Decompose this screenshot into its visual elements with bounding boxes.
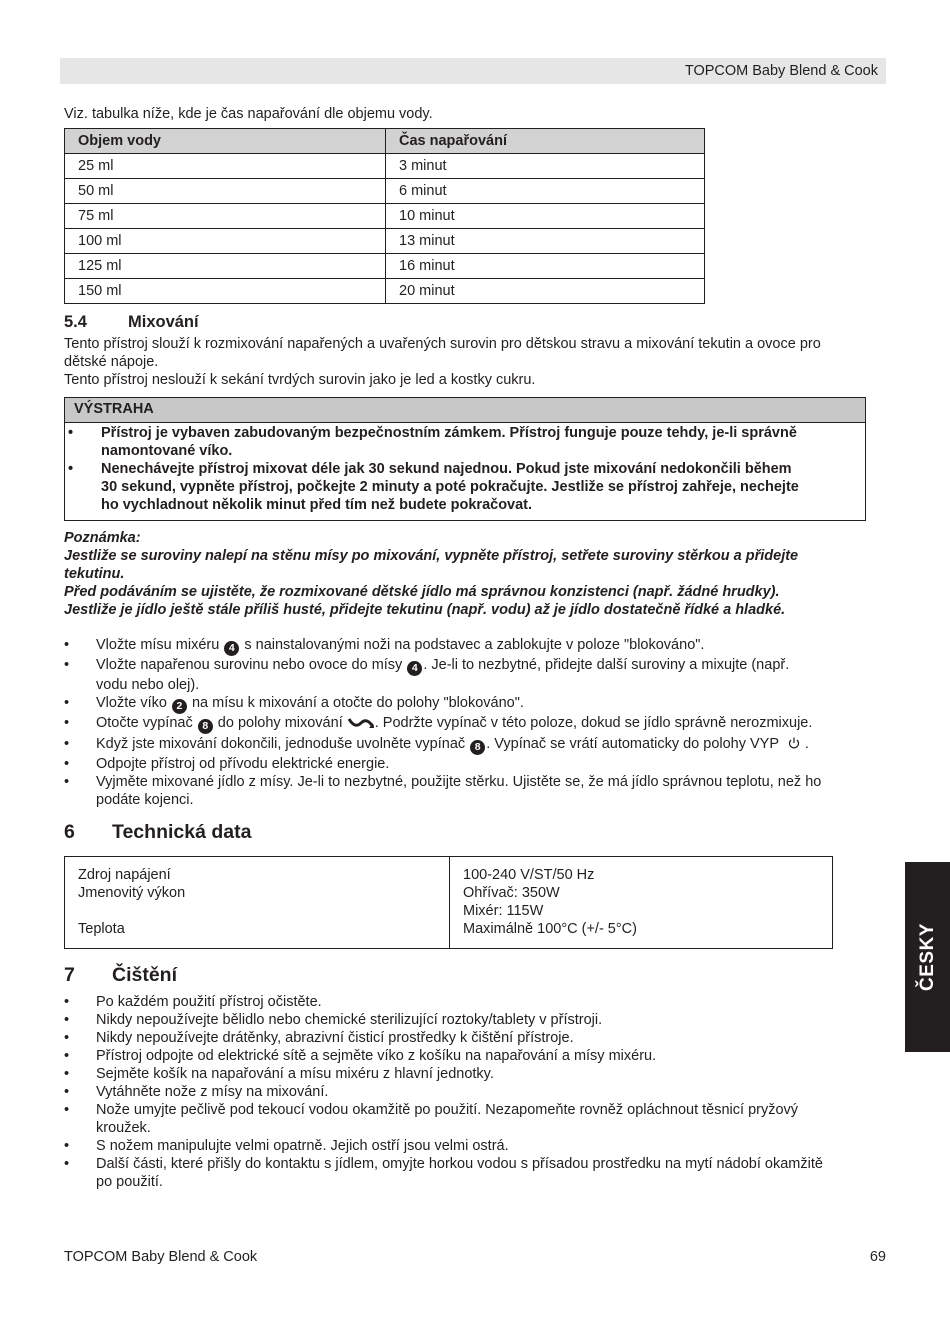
bullet: • [64, 695, 70, 711]
note-line: Před podáváním se ujistěte, že rozmixované dětské jídlo má správnou konzistenci (např. žádné hrudky). [64, 584, 780, 600]
footer-title: TOPCOM Baby Blend & Cook [64, 1249, 258, 1265]
spec-value: 100-240 V/ST/50 Hz [463, 867, 595, 883]
warning-line: ho vychladnout několik minut před tím než budete pokračovat. [101, 497, 533, 513]
step-text: . Podržte vypínač v této poloze, dokud se jídlo správně nerozmixuje. [374, 715, 813, 731]
spec-label-blank [78, 902, 449, 920]
table-cell: 75 ml [65, 204, 386, 229]
note-line: Jestliže se suroviny nalepí na stěnu mísy po mixování, vypněte přístroj, setřete suroviny stěrkou a přidejte [64, 548, 799, 564]
list-item [64, 1029, 884, 1047]
table-row [65, 204, 705, 229]
warning-line: Nenechávejte přístroj mixovat déle jak 30 sekund najednou. Pokud jste mixování nedokončili během [101, 461, 792, 477]
bullet: • [64, 774, 70, 790]
step-text: vodu nebo olej). [96, 677, 200, 693]
table-cell: 20 minut [386, 279, 705, 304]
list-item [64, 714, 884, 735]
list-text: S nožem manipulujte velmi opatrně. Jejich ostří jsou velmi ostrá. [96, 1138, 509, 1154]
step-text: . Je-li to nezbytné, přidejte další suroviny a mixujte (např. [423, 657, 790, 673]
list-text: Nikdy nepoužívejte bělidlo nebo chemické sterilizující roztoky/tablety v přístroji. [96, 1012, 603, 1028]
bullet: • [64, 1084, 70, 1100]
list-item [64, 1047, 884, 1065]
paragraph-line: Tento přístroj neslouží k sekání tvrdých surovin jako je led a kostky cukru. [64, 372, 536, 388]
bullet: • [64, 1030, 70, 1046]
section-number: 6 [64, 821, 75, 843]
spec-values [450, 857, 833, 949]
step-text: Vyjměte mixované jídlo z mísy. Je-li to nezbytné, použijte stěrku. Ujistěte se, že má jídlo správnou teplotu, než ho [96, 774, 822, 790]
part-number-badge: 8 [198, 719, 213, 734]
warning-item [65, 424, 865, 460]
spec-value: Maximálně 100°C (+/- 5°C) [463, 921, 637, 937]
section-number: 5.4 [64, 313, 87, 331]
note-line: Jestliže je jídlo ještě stále příliš husté, přidejte tekutinu (např. vodu) až je jídlo dostatečně řídké a hladké. [64, 602, 786, 618]
step-text: s nainstalovanými noži na podstavec a zablokujte v poloze "blokováno". [244, 637, 705, 653]
list-text: Přístroj odpojte od elektrické sítě a sejměte víko z košíku na napařování a mísy mixéru. [96, 1048, 657, 1064]
bullet: • [64, 1012, 70, 1028]
mixing-steps-list [64, 636, 884, 809]
section-heading-5-4 [64, 313, 464, 333]
warning-line: Přístroj je vybaven zabudovaným bezpečnostním zámkem. Přístroj funguje pouze tehdy, je-li správně [101, 425, 797, 441]
table-header: Objem vody [65, 129, 386, 154]
list-item [64, 735, 884, 755]
list-item [64, 1101, 884, 1137]
bullet: • [64, 1048, 70, 1064]
steam-time-table [64, 128, 705, 304]
bullet: • [64, 1102, 70, 1118]
list-item [64, 656, 884, 694]
step-text: Když jste mixování dokončili, jednoduše uvolněte vypínač [96, 736, 466, 752]
list-text: Sejměte košík na napařování a mísu mixéru z hlavní jednotky. [96, 1066, 494, 1082]
warning-title: VÝSTRAHA [65, 398, 865, 423]
step-text: do polohy mixování [217, 715, 343, 731]
list-text: Nikdy nepoužívejte drátěnky, abrazivní čisticí prostředky k čištění přístroje. [96, 1030, 574, 1046]
bullet: • [64, 1138, 70, 1154]
bullet: • [64, 994, 70, 1010]
table-cell: 125 ml [65, 254, 386, 279]
list-text: Po každém použití přístroj očistěte. [96, 994, 322, 1010]
list-item [64, 1137, 884, 1155]
step-text: podáte kojenci. [96, 792, 194, 808]
power-off-icon [787, 736, 801, 755]
spec-labels [65, 857, 450, 949]
list-text: Další části, které přišly do kontaktu s jídlem, omyjte horkou vodou s přísadou prostředku na mytí nádobí okamžitě [96, 1156, 823, 1172]
list-text: Nože umyjte pečlivě pod tekoucí vodou okamžitě po použití. Nezapomeňte rovněž opláchnout těsnicí pryžový [96, 1102, 799, 1118]
table-row [65, 254, 705, 279]
table-cell: 150 ml [65, 279, 386, 304]
bullet: • [64, 657, 70, 673]
step-text: na mísu k mixování a otočte do polohy "blokováno". [191, 695, 524, 711]
table-cell: 100 ml [65, 229, 386, 254]
language-tab-label: ČESKY [916, 923, 938, 991]
table-cell: 13 minut [386, 229, 705, 254]
warning-line: 30 sekund, vypněte přístroj, počkejte 2 minuty a poté pokračujte. Jestliže se přístroj zahřeje, nechejte [101, 479, 799, 495]
step-text: . Vypínač se vrátí automaticky do polohy VYP [486, 736, 779, 752]
note-label: Poznámka: [64, 530, 141, 546]
language-tab [905, 862, 950, 1052]
step-text: Vložte napařenou surovinu nebo ovoce do mísy [96, 657, 403, 673]
bullet: • [64, 1156, 70, 1172]
spec-label: Zdroj napájení [78, 867, 171, 883]
section-5-4-body [64, 335, 894, 389]
table-row [65, 229, 705, 254]
page-number: 69 [869, 1249, 886, 1265]
table-cell: 3 minut [386, 154, 705, 179]
spec-value: Mixér: 115W [463, 903, 544, 919]
section-title: Čištění [112, 964, 178, 986]
spec-label: Jmenovitý výkon [78, 885, 186, 901]
list-item [64, 1065, 884, 1083]
table-cell: 6 minut [386, 179, 705, 204]
warning-line: namontované víko. [101, 443, 233, 459]
table-header: Čas napařování [386, 129, 705, 154]
part-number-badge: 4 [224, 641, 239, 656]
table-cell: 16 minut [386, 254, 705, 279]
paragraph-line: Tento přístroj slouží k rozmixování napařených a uvařených surovin pro dětskou stravu a mixování tekutin a ovoce pro [64, 336, 821, 352]
bullet: • [64, 715, 70, 731]
list-item [64, 1011, 884, 1029]
table-row [65, 179, 705, 204]
step-text: Odpojte přístroj od přívodu elektrické energie. [96, 756, 390, 772]
mix-mode-icon [347, 716, 375, 735]
spec-value: Ohřívač: 350W [463, 885, 560, 901]
table-cell: 25 ml [65, 154, 386, 179]
table-cell: 10 minut [386, 204, 705, 229]
bullet: • [68, 425, 74, 441]
list-text: Vytáhněte nože z mísy na mixování. [96, 1084, 329, 1100]
section-heading-6 [64, 823, 464, 847]
part-number-badge: 4 [407, 661, 422, 676]
intro-text: Viz. tabulka níže, kde je čas napařování dle objemu vody. [64, 106, 433, 122]
table-row [65, 279, 705, 304]
bullet: • [64, 637, 70, 653]
warning-box [64, 397, 866, 521]
table-cell: 50 ml [65, 179, 386, 204]
list-item [64, 773, 884, 809]
bullet: • [68, 461, 74, 477]
section-title: Technická data [112, 821, 252, 843]
list-text: kroužek. [96, 1120, 151, 1136]
step-text: Vložte mísu mixéru [96, 637, 220, 653]
list-item [64, 993, 884, 1011]
list-item [64, 694, 884, 714]
header-title: TOPCOM Baby Blend & Cook [684, 63, 878, 79]
list-text: po použití. [96, 1174, 163, 1190]
header-bar [60, 58, 886, 84]
cleaning-list [64, 993, 884, 1191]
section-heading-7 [64, 966, 464, 990]
table-row [65, 154, 705, 179]
list-item [64, 755, 884, 773]
list-item [64, 1155, 884, 1191]
bullet: • [64, 756, 70, 772]
section-title: Mixování [128, 313, 199, 331]
step-text: Otočte vypínač [96, 715, 193, 731]
bullet: • [64, 1066, 70, 1082]
step-text: Vložte víko [96, 695, 167, 711]
step-text: . [804, 736, 809, 752]
paragraph-line: dětské nápoje. [64, 354, 159, 370]
warning-item [65, 460, 865, 514]
list-item [64, 636, 884, 656]
note-block [64, 529, 884, 619]
part-number-badge: 2 [172, 699, 187, 714]
bullet: • [64, 736, 70, 752]
technical-data-table [64, 856, 833, 949]
spec-label: Teplota [78, 921, 125, 937]
list-item [64, 1083, 884, 1101]
part-number-badge: 8 [470, 740, 485, 755]
note-line: tekutinu. [64, 566, 125, 582]
section-number: 7 [64, 964, 75, 986]
